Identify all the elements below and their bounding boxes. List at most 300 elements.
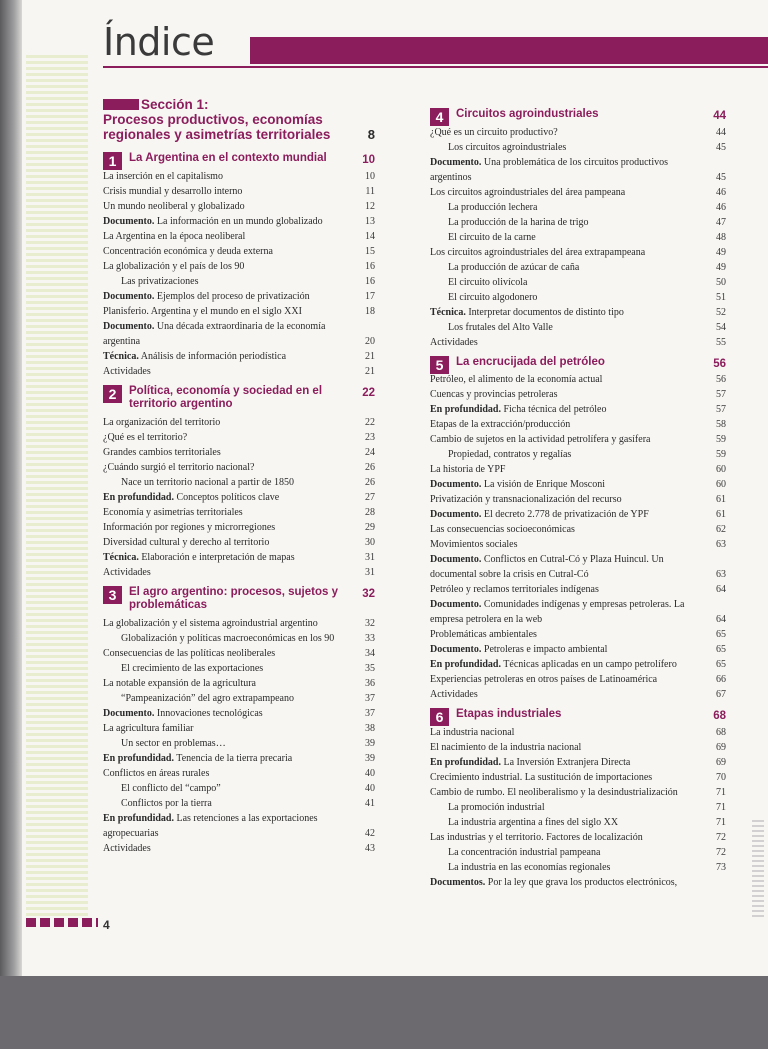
entry-page: 18: [365, 305, 375, 317]
entry-page: 35: [365, 662, 375, 674]
toc-entry: [103, 616, 375, 631]
entry-text: La producción lechera: [448, 201, 538, 213]
section-label: Sección 1:: [141, 97, 209, 112]
entry-prefix: Documento.: [430, 479, 482, 490]
entry-page: 45: [716, 141, 726, 153]
entry-text: Innovaciones tecnológicas: [156, 707, 263, 719]
toc-entry: [430, 230, 726, 245]
entry-page: 73: [716, 861, 726, 873]
section-heading: [103, 97, 375, 142]
entry-page: 36: [365, 677, 375, 689]
toc-entry: [103, 811, 375, 841]
entry-text: La globalización y el país de los 90: [103, 260, 245, 272]
entry-page: 44: [716, 126, 726, 138]
toc-left-list: [103, 152, 375, 856]
chapter-page: 68: [713, 710, 726, 722]
entry-prefix: En profundidad.: [430, 404, 501, 415]
entry-text: La visión de Enrique Mosconi: [483, 479, 605, 490]
entry-page: 58: [716, 419, 726, 430]
entry-page: 31: [365, 551, 375, 563]
entry-page: 64: [716, 584, 726, 595]
entry-prefix: Documento.: [103, 320, 155, 332]
chapter-title: Política, economía y sociedad en el territorio argentino: [129, 384, 323, 410]
chapter-page: 56: [713, 357, 726, 370]
chapter-page: 44: [713, 110, 726, 122]
chapter-heading: [430, 708, 726, 725]
entry-text: Petróleo y reclamos territoriales indígenas: [430, 584, 599, 595]
entry-text: Las privatizaciones: [121, 275, 199, 287]
entry-page: 59: [716, 449, 726, 460]
section-page: 8: [367, 127, 375, 142]
toc-entry: [430, 642, 726, 657]
entry-text: Privatización y transnacionalización del recurso: [430, 494, 622, 505]
toc-entry: [430, 815, 726, 830]
entry-text: Concentración económica y deuda externa: [103, 245, 273, 257]
entry-text: Actividades: [430, 336, 478, 348]
entry-prefix: En profundidad.: [430, 756, 501, 768]
entry-page: 30: [365, 536, 375, 548]
entry-page: 15: [365, 245, 375, 257]
toc-entry: [103, 274, 375, 289]
chapter-number: 2: [103, 385, 122, 403]
entry-page: 13: [365, 215, 375, 227]
chapter-title: Etapas industriales: [456, 708, 562, 720]
toc-entry: [430, 185, 726, 200]
entry-text: Un sector en problemas…: [121, 737, 226, 749]
toc-entry: [103, 199, 375, 214]
toc-entry: [430, 657, 726, 672]
toc-entry: [103, 475, 375, 490]
toc-entry: [103, 520, 375, 535]
entry-text: “Pampeanización” del agro extrapampeano: [121, 692, 294, 704]
toc-entry: [430, 432, 726, 447]
entry-page: 12: [365, 200, 375, 212]
toc-right-column: [430, 108, 726, 890]
toc-entry: [103, 550, 375, 565]
entry-page: 16: [365, 260, 375, 272]
entry-page: 57: [716, 389, 726, 400]
toc-entry: [430, 552, 726, 582]
entry-page: 21: [365, 350, 375, 362]
entry-text: Petróleo, el alimento de la economía actual: [430, 374, 603, 385]
toc-entry: [430, 582, 726, 597]
entry-text: La agricultura familiar: [103, 722, 194, 734]
entry-text: Problemáticas ambientales: [430, 629, 537, 640]
page-title: Índice: [103, 20, 215, 64]
entry-text: Conceptos políticos clave: [176, 491, 280, 503]
toc-entry: [430, 785, 726, 800]
entry-text: Comunidades indígenas y empresas petroleras. La empresa petrolera en la web: [430, 599, 685, 625]
entry-page: 32: [365, 617, 375, 629]
entry-prefix: Documento.: [430, 156, 482, 168]
entry-text: Información por regiones y microrregiones: [103, 521, 276, 533]
toc-entry: [103, 661, 375, 676]
entry-text: Experiencias petroleras en otros países de Latinoamérica: [430, 674, 658, 685]
entry-page: 72: [716, 831, 726, 843]
entry-text: La promoción industrial: [448, 801, 545, 813]
entry-text: La organización del territorio: [103, 416, 221, 428]
entry-page: 59: [716, 434, 726, 445]
entry-text: Un mundo neoliberal y globalizado: [103, 200, 245, 212]
toc-entry: [430, 725, 726, 740]
entry-text: El circuito olivícola: [448, 276, 528, 288]
toc-entry: [103, 841, 375, 856]
entry-page: 68: [716, 726, 726, 738]
toc-entry: [430, 290, 726, 305]
entry-text: La Inversión Extranjera Directa: [503, 756, 631, 768]
toc-right-list: [430, 108, 726, 890]
entry-text: Una década extraordinaria de la economía argentina: [103, 320, 326, 347]
toc-entry: [430, 800, 726, 815]
entry-page: 37: [365, 707, 375, 719]
page-number: 4: [103, 918, 110, 932]
chapter-title: La Argentina en el contexto mundial: [129, 152, 327, 164]
entry-text: Grandes cambios territoriales: [103, 446, 221, 458]
toc-entry: [103, 289, 375, 304]
toc-entry: [430, 845, 726, 860]
entry-text: Crisis mundial y desarrollo interno: [103, 185, 243, 197]
edge-credit-text: [752, 820, 764, 920]
entry-page: 16: [365, 275, 375, 287]
entry-page: 55: [716, 336, 726, 348]
entry-text: Los frutales del Alto Valle: [448, 321, 553, 333]
toc-entry: [430, 215, 726, 230]
entry-text: El decreto 2.778 de privatización de YPF: [483, 509, 649, 520]
toc-entry: [430, 200, 726, 215]
entry-text: La globalización y el sistema agroindustrial argentino: [103, 617, 318, 629]
toc-entry: [103, 259, 375, 274]
entry-text: El circuito algodonero: [448, 291, 538, 303]
entry-text: Planisferio. Argentina y el mundo en el siglo XXI: [103, 305, 302, 317]
entry-page: 22: [365, 416, 375, 428]
entry-page: 49: [716, 246, 726, 258]
entry-text: La industria nacional: [430, 726, 515, 738]
toc-entry: [103, 229, 375, 244]
entry-text: ¿Qué es un circuito productivo?: [430, 126, 558, 138]
entry-page: 51: [716, 291, 726, 303]
entry-prefix: En profundidad.: [103, 812, 174, 824]
entry-text: El crecimiento de las exportaciones: [121, 662, 264, 674]
toc-entry: [103, 490, 375, 505]
entry-text: La inserción en el capitalismo: [103, 170, 223, 182]
entry-page: 60: [716, 479, 726, 490]
entry-page: 56: [716, 374, 726, 385]
toc-entry: [103, 349, 375, 364]
chapter-heading: [103, 152, 375, 169]
toc-entry: [430, 275, 726, 290]
entry-text: Las retenciones a las exportaciones agropecuarias: [103, 812, 318, 839]
entry-text: Consecuencias de las políticas neoliberales: [103, 647, 276, 659]
entry-text: La notable expansión de la agricultura: [103, 677, 256, 689]
entry-text: ¿Cuándo surgió el territorio nacional?: [103, 461, 255, 473]
title-color-bar: [250, 37, 768, 64]
entry-text: Por la ley que grava los productos electrónicos,: [487, 876, 678, 888]
entry-text: Interpretar documentos de distinto tipo: [468, 306, 624, 318]
entry-page: 54: [716, 321, 726, 333]
entry-page: 10: [365, 170, 375, 182]
entry-page: 42: [365, 827, 375, 839]
entry-text: Conflictos en Cutral-Có y Plaza Huincul. Un documental sobre la crisis en Cutral-Có: [430, 554, 664, 580]
toc-entry: [430, 417, 726, 432]
scan-shadow: [0, 0, 22, 976]
entry-text: El nacimiento de la industria nacional: [430, 741, 582, 753]
toc-entry: [430, 492, 726, 507]
entry-prefix: Técnica.: [103, 551, 139, 563]
chapter-number: 3: [103, 586, 122, 604]
toc-entry: [103, 169, 375, 184]
entry-prefix: En profundidad.: [103, 752, 174, 764]
toc-entry: [430, 830, 726, 845]
toc-entry: [430, 860, 726, 875]
entry-text: La producción de la harina de trigo: [448, 216, 589, 228]
entry-page: 66: [716, 674, 726, 685]
entry-page: 63: [716, 539, 726, 550]
entry-text: Movimientos sociales: [430, 539, 518, 550]
toc-entry: [430, 537, 726, 552]
entry-text: Etapas de la extracción/producción: [430, 419, 571, 430]
toc-entry: [103, 781, 375, 796]
toc-entry: [103, 565, 375, 580]
entry-prefix: Documento.: [430, 644, 482, 655]
entry-text: Los circuitos agroindustriales del área extrapampeana: [430, 246, 646, 258]
entry-text: Actividades: [103, 842, 151, 854]
entry-text: La producción de azúcar de caña: [448, 261, 580, 273]
toc-entry: [103, 319, 375, 349]
toc-entry: [430, 522, 726, 537]
entry-page: 31: [365, 566, 375, 578]
decorative-stripes: [26, 55, 88, 925]
toc-entry: [103, 766, 375, 781]
toc-entry: [103, 691, 375, 706]
toc-entry: [430, 140, 726, 155]
section-title: Procesos productivos, economías regionales y asimetrías territoriales: [103, 112, 331, 142]
entry-page: 49: [716, 261, 726, 273]
toc-entry: [430, 402, 726, 417]
entry-text: Ejemplos del proceso de privatización: [156, 290, 310, 302]
entry-page: 20: [365, 335, 375, 347]
toc-entry: [103, 445, 375, 460]
entry-text: Las industrias y el territorio. Factores de localización: [430, 831, 643, 843]
entry-page: 34: [365, 647, 375, 659]
entry-page: 62: [716, 524, 726, 535]
entry-page: 46: [716, 186, 726, 198]
toc-entry: [103, 505, 375, 520]
entry-text: Técnicas aplicadas en un campo petrolífero: [503, 659, 677, 670]
toc-entry: [430, 477, 726, 492]
entry-page: 40: [365, 767, 375, 779]
entry-page: 24: [365, 446, 375, 458]
entry-prefix: Documento.: [103, 290, 155, 302]
chapter-number: 1: [103, 152, 122, 170]
entry-page: 39: [365, 737, 375, 749]
entry-prefix: Documento.: [103, 707, 155, 719]
entry-text: Conflictos por la tierra: [121, 797, 212, 809]
entry-text: Petroleras e impacto ambiental: [483, 644, 608, 655]
entry-page: 67: [716, 689, 726, 700]
entry-text: ¿Qué es el territorio?: [103, 431, 188, 443]
entry-text: Diversidad cultural y derecho al territorio: [103, 536, 270, 548]
toc-entry: [103, 631, 375, 646]
entry-text: Economía y asimetrías territoriales: [103, 506, 243, 518]
entry-text: Nace un territorio nacional a partir de 1850: [121, 476, 294, 488]
entry-text: Globalización y políticas macroeconómicas en los 90: [121, 632, 335, 644]
toc-left-column: [103, 97, 375, 856]
toc-entry: [103, 646, 375, 661]
entry-prefix: En profundidad.: [103, 491, 174, 503]
chapter-page: 10: [362, 154, 375, 166]
toc-entry: [430, 672, 726, 687]
toc-entry: [103, 415, 375, 430]
entry-page: 69: [716, 741, 726, 753]
toc-entry: [430, 875, 726, 890]
entry-text: Las consecuencias socioeconómicas: [430, 524, 575, 535]
entry-page: 29: [365, 521, 375, 533]
chapter-title: Circuitos agroindustriales: [456, 108, 599, 120]
entry-text: La industria argentina a fines del siglo XX: [448, 816, 619, 828]
entry-page: 37: [365, 692, 375, 704]
entry-page: 26: [365, 461, 375, 473]
toc-entry: [103, 214, 375, 229]
entry-text: Cambio de rumbo. El neoliberalismo y la desindustrialización: [430, 786, 678, 798]
entry-text: La Argentina en la época neoliberal: [103, 230, 246, 242]
entry-page: 60: [716, 464, 726, 475]
entry-page: 64: [716, 614, 726, 625]
decorative-bottom-stripes: [26, 918, 98, 927]
toc-entry: [430, 125, 726, 140]
entry-text: La concentración industrial pampeana: [448, 846, 601, 858]
entry-page: 71: [716, 786, 726, 798]
entry-text: Ficha técnica del petróleo: [503, 404, 607, 415]
toc-entry: [430, 687, 726, 702]
entry-page: 71: [716, 801, 726, 813]
entry-page: 41: [365, 797, 375, 809]
entry-text: El circuito de la carne: [448, 231, 536, 243]
toc-entry: [430, 335, 726, 350]
toc-entry: [430, 320, 726, 335]
entry-prefix: Documentos.: [430, 876, 486, 888]
entry-text: Actividades: [103, 365, 151, 377]
toc-entry: [430, 627, 726, 642]
entry-page: 65: [716, 659, 726, 670]
toc-entry: [103, 460, 375, 475]
chapter-heading: [430, 108, 726, 125]
toc-entry: [103, 796, 375, 811]
entry-prefix: Documento.: [103, 215, 155, 227]
toc-entry: [430, 770, 726, 785]
entry-page: 72: [716, 846, 726, 858]
chapter-heading: [103, 385, 375, 412]
entry-text: Actividades: [103, 566, 151, 578]
chapter-number: 4: [430, 108, 449, 126]
entry-page: 63: [716, 569, 726, 580]
toc-entry: [430, 305, 726, 320]
entry-text: Crecimiento industrial. La sustitución de importaciones: [430, 771, 653, 783]
toc-entry: [430, 755, 726, 770]
entry-text: Análisis de información periodística: [140, 350, 287, 362]
entry-page: 27: [365, 491, 375, 503]
entry-text: La historia de YPF: [430, 464, 506, 475]
chapter-number: 5: [430, 356, 449, 374]
entry-page: 69: [716, 756, 726, 768]
entry-page: 50: [716, 276, 726, 288]
toc-entry: [103, 244, 375, 259]
entry-page: 17: [365, 290, 375, 302]
entry-text: Los circuitos agroindustriales del área pampeana: [430, 186, 626, 198]
entry-page: 71: [716, 816, 726, 828]
entry-prefix: Documento.: [430, 599, 482, 610]
toc-entry: [103, 676, 375, 691]
entry-page: 61: [716, 494, 726, 505]
entry-page: 43: [365, 842, 375, 854]
toc-entry: [430, 387, 726, 402]
entry-page: 47: [716, 216, 726, 228]
toc-entry: [430, 447, 726, 462]
toc-entry: [430, 507, 726, 522]
entry-text: Los circuitos agroindustriales: [448, 141, 567, 153]
entry-text: Cambio de sujetos en la actividad petrolífera y gasífera: [430, 434, 651, 445]
entry-page: 57: [716, 404, 726, 415]
toc-entry: [430, 260, 726, 275]
toc-entry: [430, 740, 726, 755]
entry-page: 23: [365, 431, 375, 443]
entry-text: La información en un mundo globalizado: [156, 215, 323, 227]
chapter-page: 22: [362, 386, 375, 399]
entry-page: 61: [716, 509, 726, 520]
entry-text: Cuencas y provincias petroleras: [430, 389, 558, 400]
entry-page: 14: [365, 230, 375, 242]
entry-page: 26: [365, 476, 375, 488]
entry-text: El conflicto del “campo”: [121, 782, 221, 794]
entry-prefix: En profundidad.: [430, 659, 501, 670]
chapter-page: 32: [362, 587, 375, 600]
chapter-title: El agro argentino: procesos, sujetos y problemáticas: [129, 585, 338, 611]
toc-entry: [103, 430, 375, 445]
entry-prefix: Documento.: [430, 509, 482, 520]
entry-page: 11: [365, 185, 375, 197]
entry-page: 45: [716, 171, 726, 183]
entry-page: 28: [365, 506, 375, 518]
toc-entry: [103, 364, 375, 379]
entry-page: 65: [716, 644, 726, 655]
toc-entry: [103, 736, 375, 751]
entry-page: 46: [716, 201, 726, 213]
toc-entry: [430, 372, 726, 387]
entry-text: Una problemática de los circuitos productivos argentinos: [430, 156, 669, 183]
entry-page: 21: [365, 365, 375, 377]
toc-entry: [430, 155, 726, 185]
toc-entry: [430, 462, 726, 477]
chapter-heading: [430, 355, 726, 373]
entry-text: Elaboración e interpretación de mapas: [141, 551, 295, 563]
entry-prefix: Documento.: [430, 554, 482, 565]
title-rule: [103, 66, 768, 68]
toc-entry: [103, 706, 375, 721]
chapter-number: 6: [430, 708, 449, 726]
entry-page: 39: [365, 752, 375, 764]
entry-text: Actividades: [430, 689, 478, 700]
entry-prefix: Técnica.: [430, 306, 466, 318]
toc-entry: [103, 535, 375, 550]
toc-entry: [103, 304, 375, 319]
entry-page: 33: [365, 632, 375, 644]
entry-page: 38: [365, 722, 375, 734]
entry-text: Tenencia de la tierra precaria: [176, 752, 293, 764]
toc-entry: [430, 597, 726, 627]
chapter-title: La encrucijada del petróleo: [456, 355, 605, 368]
toc-entry: [103, 184, 375, 199]
entry-text: Conflictos en áreas rurales: [103, 767, 210, 779]
section-marker: [103, 99, 139, 110]
